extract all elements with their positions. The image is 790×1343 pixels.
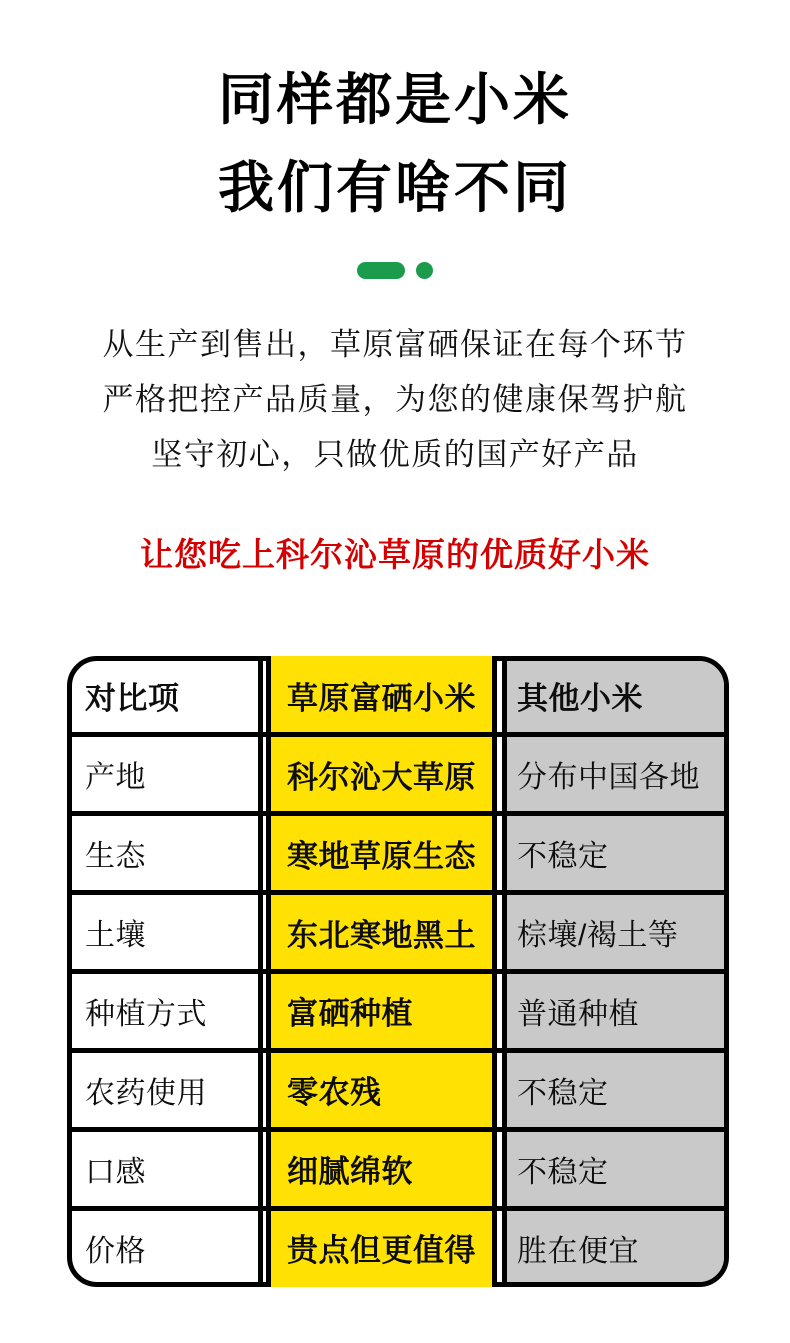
row-ours-value: 零农残	[287, 1075, 382, 1111]
page-title-line1: 同样都是小米	[218, 68, 572, 131]
row-ours-value: 富硒种植	[287, 996, 413, 1032]
intro-paragraph	[0, 317, 790, 482]
page-title-line2: 我们有啥不同	[218, 156, 572, 219]
row-label: 产地	[85, 761, 146, 795]
row-label: 种植方式	[85, 997, 207, 1031]
table-header-others: 其他小米	[517, 680, 643, 716]
row-others-value: 不稳定	[517, 1076, 609, 1110]
row-label: 口感	[85, 1155, 146, 1189]
row-ours-value: 寒地草原生态	[287, 838, 476, 874]
row-others-value: 不稳定	[517, 840, 609, 874]
row-others-value: 棕壤/褐土等	[517, 919, 679, 953]
divider-pill-icon	[357, 262, 405, 279]
row-others-value: 不稳定	[517, 1155, 609, 1189]
row-label: 土壤	[85, 919, 146, 953]
table-header-compare-item: 对比项	[85, 680, 180, 716]
row-ours-value: 细腻绵软	[287, 1154, 413, 1190]
section-divider	[0, 262, 790, 279]
row-others-value: 普通种植	[517, 997, 639, 1031]
highlight-text: 让您吃上科尔沁草原的优质好小米	[140, 536, 650, 573]
table-content	[67, 656, 729, 1287]
row-ours-value: 东北寒地黑土	[287, 917, 476, 953]
row-label: 生态	[85, 840, 146, 874]
table-header-ours: 草原富硒小米	[287, 680, 476, 716]
intro-line: 坚守初心，只做优质的国产好产品	[151, 437, 639, 472]
row-others-value: 分布中国各地	[517, 761, 700, 795]
intro-line: 严格把控产品质量，为您的健康保驾护航	[102, 382, 688, 417]
row-ours-value: 科尔沁大草原	[287, 759, 476, 795]
comparison-table	[67, 656, 729, 1287]
row-label: 农药使用	[85, 1076, 207, 1110]
row-ours-value: 贵点但更值得	[287, 1233, 476, 1269]
row-others-value: 胜在便宜	[517, 1234, 639, 1268]
page-title	[0, 56, 790, 232]
divider-dot-icon	[416, 262, 433, 279]
intro-line: 从生产到售出，草原富硒保证在每个环节	[102, 327, 688, 362]
row-label: 价格	[85, 1234, 146, 1268]
